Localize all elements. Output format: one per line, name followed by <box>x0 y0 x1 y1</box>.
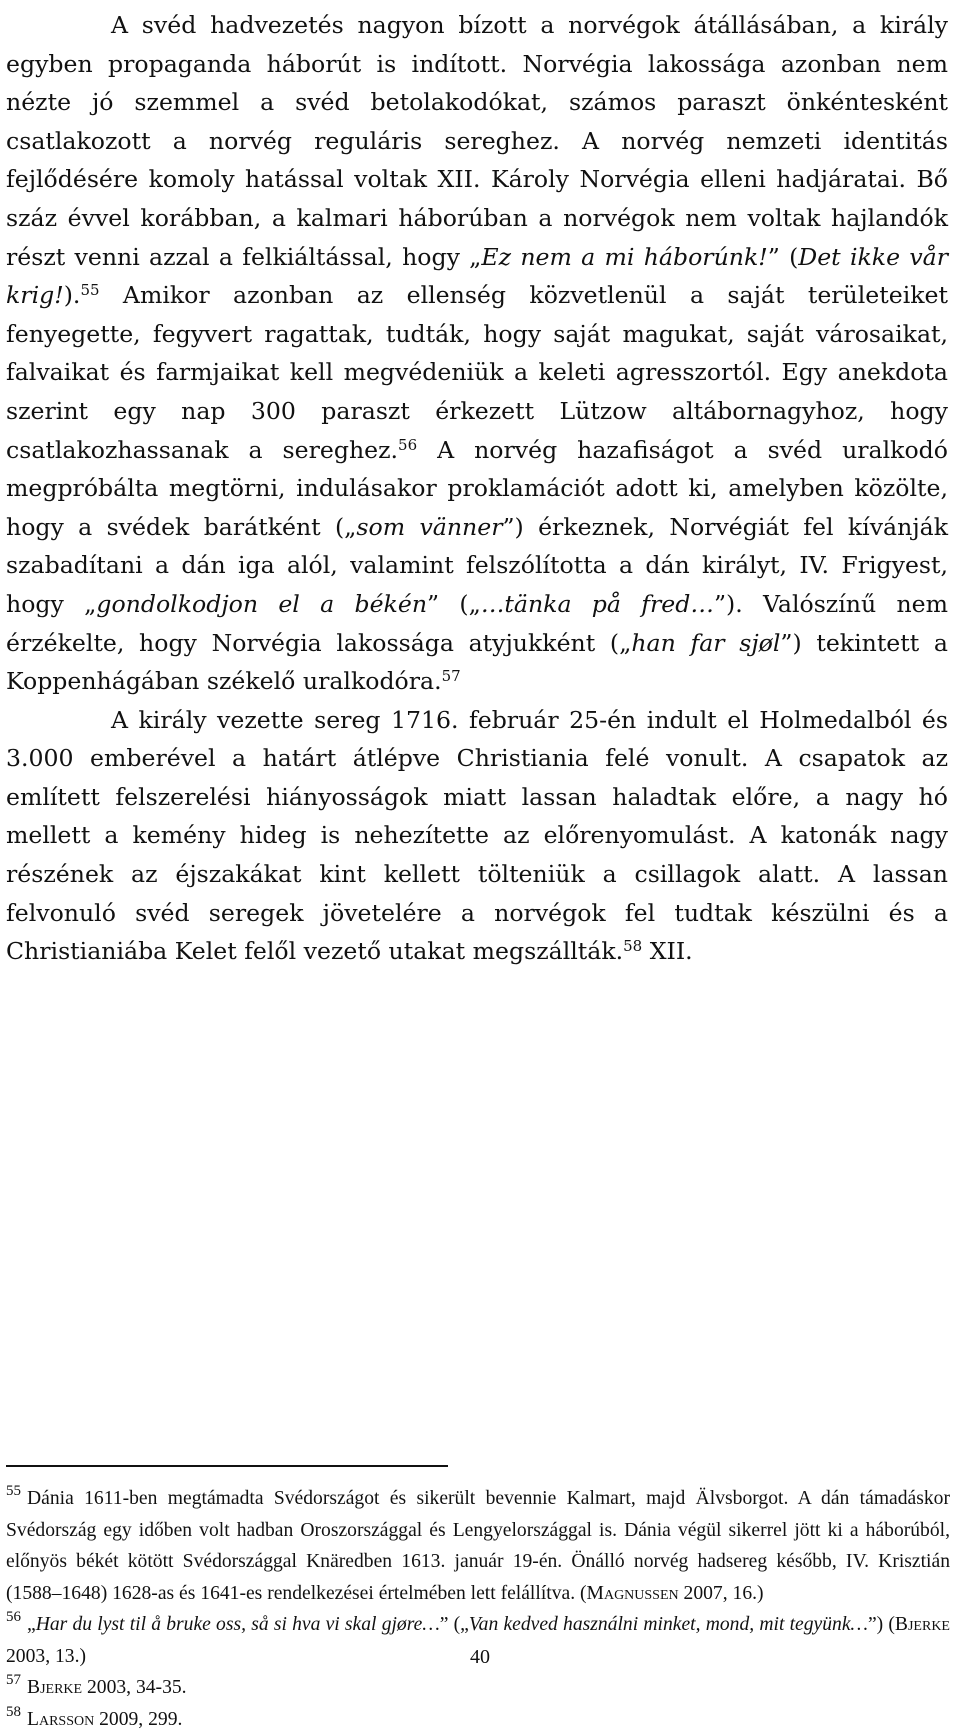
footnote-ref-55[interactable]: 55 <box>80 281 99 299</box>
footnote-number: 57 <box>6 1672 21 1688</box>
footnote-number: 58 <box>6 1704 21 1720</box>
citation-author: Larsson <box>27 1709 94 1730</box>
italic-quote-norwegian: Det ikke vår krig! <box>6 243 948 310</box>
document-page <box>6 0 954 1682</box>
footnote-58: $^{58}$ Larsson 2009, 299. <box>6 1704 950 1735</box>
footnote-55: $^{55}$ Dánia 1611-ben megtámadta Svédországot és sikerült bevennie Kalmart, majd Älvsborgot. A dán támadáskor Svédország egy időben volt hadban Oroszországgal és Lengyelországgal is. Dánia végül sikerrel jött ki a háborúból, előnyös békét kötött Svédországgal Knäredben 1613. január 19-én. Önálló norvég hadsereg később, IV. Krisztián (1588–1648) 1628-as és 1641-es rendelkezései értelmében lett felállítva. (Magnussen 2007, 16.) <box>6 1483 950 1609</box>
footnote-57: $^{57}$ Bjerke 2003, 34-35. <box>6 1672 950 1704</box>
italic-tanka-pa-fred: …tänka på fred… <box>481 590 714 618</box>
footnote-number: 55 <box>6 1483 21 1499</box>
footnote-56: $^{56}$ „Har du lyst til å bruke oss, så si hva vi skal gjøre…” („Van kedved használni minket, mond, mit tegyünk…”) (Bjerke 2003, 13.) <box>6 1609 950 1672</box>
footnotes <box>6 1483 950 1735</box>
italic-som-vanner: som vänner <box>356 513 502 541</box>
paragraph-1: A svéd hadvezetés nagyon bízott a norvégok átállásában, a király egyben propaganda háborút is indított. Norvégia lakossága azonban nem nézte jó szemmel a svéd betolakodókat, számos paraszt önkéntesként csatlakozott a norvég reguláris sereghez. A norvég nemzeti identitás fejlődésére komoly hatással voltak XII. Károly Norvégia elleni hadjáratai. Bő száz évvel korábban, a kalmari háborúban a norvégok nem voltak hajlandók részt venni azzal a felkiáltással, hogy „Ez nem a mi háborúnk!” (Det ikke vår krig!).$^{55}$ Amikor azonban az ellenség közvetlenül a saját területeiket fenyegette, fegyvert ragattak, tudták, hogy saját magukat, saját városaikat, falvaikat és farmjaikat kell megvédeniük a keleti agresszortól. Egy anekdota szerint egy nap 300 paraszt érkezett Lützow altábornagyhoz, hogy csatlakozhassanak a sereghez.$^{56}$ A norvég hazafiságot a svéd uralkodó megpróbálta megtörni, indulásakor proklamációt adott ki, amelyben közölte, hogy a svédek barátként („som vänner”) érkeznek, Norvégiát fel kívánják szabadítani a dán iga alól, valamint felszólította a dán királyt, IV. Frigyest, hogy „gondolkodjon el a békén” („…tänka på fred…”). Valószínű nem érzékelte, hogy Norvégia lakossága atyjukként („han far sjøl”) tekintett a Koppenhágában székelő uralkodóra.$^{57}$ <box>6 6 948 701</box>
footnote-ref-56[interactable]: 56 <box>398 435 417 453</box>
footnote-ref-58[interactable]: 58 <box>623 937 642 955</box>
footnote-separator <box>6 1465 448 1467</box>
italic-han-far-sjol: han far sjøl <box>631 629 780 657</box>
footnote-number: 56 <box>6 1609 21 1625</box>
citation-author: Bjerke <box>895 1614 950 1635</box>
italic-quote-hungarian: Ez nem a mi háborúnk! <box>481 243 767 271</box>
citation-author: Bjerke <box>27 1677 82 1698</box>
footnote-ref-57[interactable]: 57 <box>442 667 461 685</box>
page-number: 40 <box>6 1646 954 1669</box>
paragraph-2: A király vezette sereg 1716. február 25-én indult el Holmedalból és 3.000 emberével a határt átlépve Christiania felé vonult. A csapatok az említett felszerelési hiányosságok miatt lassan haladtak előre, a nagy hó mellett a kemény hideg is nehezítette az előrenyomulást. A katonák nagy részének az éjszakákat kint kellett tölteniük a csillagok alatt. A lassan felvonuló svéd seregek jövetelére a norvégok fel tudtak készülni és a Christianiába Kelet felől vezető utakat megszállták.$^{58}$ XII. <box>6 701 948 971</box>
italic-gondolkodjon: gondolkodjon el a békén <box>96 590 427 618</box>
main-text <box>6 6 948 971</box>
citation-author: Magnussen <box>587 1583 679 1604</box>
